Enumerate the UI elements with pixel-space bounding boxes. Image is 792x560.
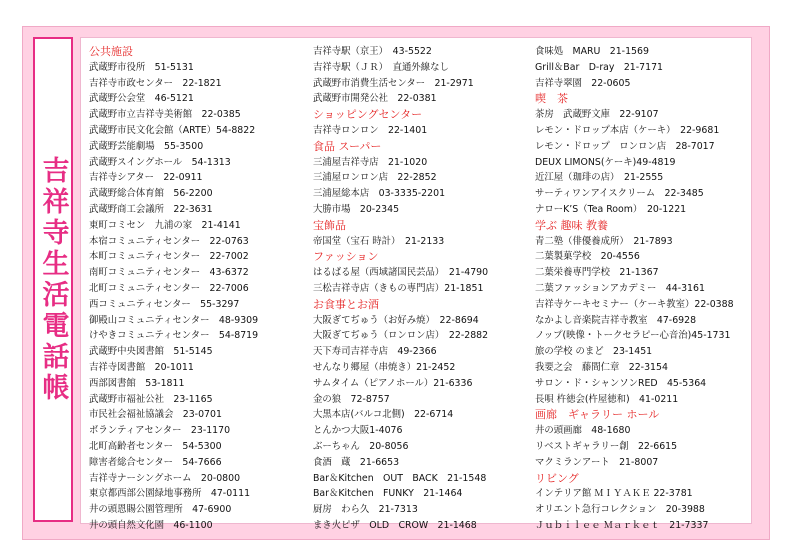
directory-entry: 障害者総合センター 54-7666: [89, 456, 222, 468]
directory-entry: 御殿山コミュニティセンター 48-9309: [89, 314, 259, 326]
directory-entry: 井の頭画廊 48-1680: [535, 425, 631, 437]
directory-entry: 井の頭自然文化園 46-1100: [89, 519, 213, 531]
directory-entry: マクミランアート 21-8007: [535, 456, 659, 468]
directory-entry: はるばる屋（西域諸国民芸品） 21-4790: [313, 267, 489, 279]
directory-entry: 武蔵野商工会議所 22-3631: [89, 203, 213, 215]
directory-entry: とんかつ大阪1-4076: [313, 425, 403, 437]
category-heading: 学ぶ 趣味 教養: [535, 218, 608, 232]
directory-entry: 長唄 杵徳会(杵屋徳和) 41-0211: [535, 393, 679, 405]
directory-entry: DEUX LIMONS(ケーキ)49-4819: [535, 156, 676, 168]
category-heading: 宝飾品: [313, 218, 346, 232]
directory-entry: 武蔵野市立吉祥寺美術館 22-0385: [89, 109, 241, 121]
directory-entry: レモン・ドロップ本店（ケーキ） 22-9681: [535, 124, 720, 136]
directory-entry: 二葉ファッションアカデミー 44-3161: [535, 282, 705, 294]
category-heading: 喫 茶: [535, 92, 568, 106]
category-heading: 画廊 ギャラリー ホール: [535, 408, 660, 422]
directory-entry: サムタイム（ピアノホール）21-6336: [313, 377, 473, 389]
title-sidebar: [33, 37, 73, 522]
directory-entry: 武蔵野中央図書館 51-5145: [89, 346, 213, 358]
directory-entry: 武蔵野公会堂 46-5121: [89, 93, 194, 105]
directory-column-1: [89, 44, 315, 534]
directory-entry: 吉祥寺ケーキセミナー（ケーキ教室）22-0388: [535, 298, 734, 310]
directory-entry: せんなり郷屋（串焼き）21-2452: [313, 361, 456, 373]
directory-entry: 西コミュニティセンター 55-3297: [89, 298, 240, 310]
directory-entry: 我要之会 藤間仁章 22-3154: [535, 361, 668, 373]
directory-entry: 青二塾（俳優養成所） 21-7893: [535, 235, 673, 247]
directory-entry: Grill＆Bar D-ray 21-7171: [535, 61, 664, 73]
directory-entry: 井の頭恩賜公園管理所 47-6900: [89, 504, 232, 516]
directory-entry: 三浦屋総本店 03-3335-2201: [313, 188, 446, 200]
directory-entry: 吉祥寺ナーシングホーム 20-0800: [89, 472, 241, 484]
directory-entry: けやきコミュニティセンター 54-8719: [89, 330, 259, 342]
directory-entry: レモン・ドロップ ロンロン店 28-7017: [535, 140, 715, 152]
directory-entry: ノップ(映像・トークセラピー心音治)45-1731: [535, 330, 731, 342]
directory-entry: 本町コミュニティセンター 22-7002: [89, 251, 249, 263]
directory-entry: 武蔵野市消費生活センター 21-2971: [313, 77, 474, 89]
directory-entry: 市民社会福祉協議会 23-0701: [89, 409, 222, 421]
category-heading: お食事とお酒: [313, 297, 379, 311]
category-heading: リビング: [535, 471, 579, 485]
directory-entry: 旅の学校 のまど 23-1451: [535, 346, 653, 358]
directory-entry: 武蔵野芸能劇場 55-3500: [89, 140, 204, 152]
directory-entry: 厨房 わら久 21-7313: [313, 504, 418, 516]
directory-column-3: [535, 44, 761, 534]
directory-entry: 東京都西部公園緑地事務所 47-0111: [89, 488, 251, 500]
directory-entry: 天下寿司吉祥寺店 49-2366: [313, 346, 437, 358]
directory-entry: オリエント急行コレクション 20-3988: [535, 504, 705, 516]
directory-entry: 北町高齢者センター 54-5300: [89, 440, 222, 452]
directory-entry: 吉祥寺駅（ＪＲ） 直通外線なし: [313, 61, 449, 73]
category-heading: 食品 スーパー: [313, 139, 382, 153]
directory-entry: 金の狼 72-8757: [313, 393, 390, 405]
directory-entry: 大黒本店(バルコ北側) 22-6714: [313, 409, 454, 421]
directory-entry: 近江屋（珈琲の店） 21-2555: [535, 172, 664, 184]
directory-entry: 南町コミュニティセンター 43-6372: [89, 267, 249, 279]
directory-entry: 吉祥寺駅（京王） 43-5522: [313, 46, 432, 57]
directory-panel: [80, 37, 752, 531]
category-heading: ファッション: [313, 250, 379, 264]
directory-entry: 大阪ぎてぢゅう（ロンロン店） 22-2882: [313, 330, 489, 342]
directory-entry: 吉祥寺翠園 22-0605: [535, 77, 631, 89]
directory-entry: まき火ピザ OLD CROW 21-1468: [313, 519, 477, 531]
directory-entry: Bar＆Kitchen OUT BACK 21-1548: [313, 472, 487, 484]
directory-entry: 食味処 MARU 21-1569: [535, 46, 649, 57]
directory-entry: 北町コミュニティセンター 22-7006: [89, 282, 249, 294]
directory-entry: ボランティアセンター 23-1170: [89, 425, 231, 437]
directory-entry: 西部図書館 53-1811: [89, 377, 185, 389]
directory-entry: 武蔵野市福祉公社 23-1165: [89, 393, 213, 405]
directory-entry: 武蔵野スイングホール 54-1313: [89, 156, 231, 168]
directory-entry: 吉祥寺シアター 22-0911: [89, 172, 203, 184]
directory-entry: 武蔵野市開発公社 22-0381: [313, 93, 437, 105]
directory-entry: 大阪ぎてぢゅう（お好み焼） 22-8694: [313, 314, 479, 326]
directory-entry: 帝国堂（宝石 時計） 21-2133: [313, 235, 445, 247]
category-heading: 公共施設: [89, 45, 133, 58]
directory-entry: ナローK’S（Tea Room） 20-1221: [535, 203, 687, 215]
directory-entry: 武蔵野市役所 51-5131: [89, 61, 194, 73]
directory-entry: なかよし音楽院吉祥寺教室 47-6928: [535, 314, 697, 326]
directory-entry: 茶房 武蔵野文庫 22-9107: [535, 109, 659, 121]
directory-entry: 大勝市場 20-2345: [313, 203, 400, 215]
directory-entry: 武蔵野総合体育館 56-2200: [89, 188, 213, 200]
directory-entry: 武蔵野市民文化会館（ARTE）54-8822: [89, 124, 256, 136]
directory-entry: 東町コミセン 九浦の家 21-4141: [89, 219, 241, 231]
directory-entry: 吉祥寺ロンロン 22-1401: [313, 124, 428, 136]
directory-entry: 三浦屋ロンロン店 22-2852: [313, 172, 437, 184]
directory-entry: インテリア館 ＭＩＹＡＫＥ 22-3781: [535, 488, 693, 500]
directory-entry: サロン・ド・シャンソンRED 45-5364: [535, 377, 707, 389]
category-heading: ショッピングセンター: [313, 108, 423, 122]
directory-entry: 食酒 蔵 21-6653: [313, 456, 400, 468]
directory-entry: 本宿コミュニティセンター 22-0763: [89, 235, 249, 247]
directory-column-2: [313, 44, 539, 534]
directory-entry: Bar＆Kitchen FUNKY 21-1464: [313, 488, 463, 500]
directory-entry: サーティワンアイスクリーム 22-3485: [535, 188, 704, 200]
directory-entry: 二葉栄養専門学校 21-1367: [535, 267, 659, 279]
page-title: 吉祥寺生活電話帳: [37, 155, 69, 404]
directory-entry: 吉祥寺図書館 20-1011: [89, 361, 194, 373]
directory-entry: ぶーちゃん 20-8056: [313, 440, 409, 452]
directory-entry: Ｊｕｂｉｌｅｅ Ｍａｒｋｅｔ 21-7337: [535, 519, 709, 531]
directory-entry: 二葉製菓学校 20-4556: [535, 251, 640, 263]
directory-entry: 三浦屋吉祥寺店 21-1020: [313, 156, 428, 168]
directory-entry: リベストギャラリー創 22-6615: [535, 440, 678, 452]
directory-entry: 三松吉祥寺店（きもの専門店）21-1851: [313, 282, 484, 294]
directory-entry: 吉祥寺市政センター 22-1821: [89, 77, 222, 89]
